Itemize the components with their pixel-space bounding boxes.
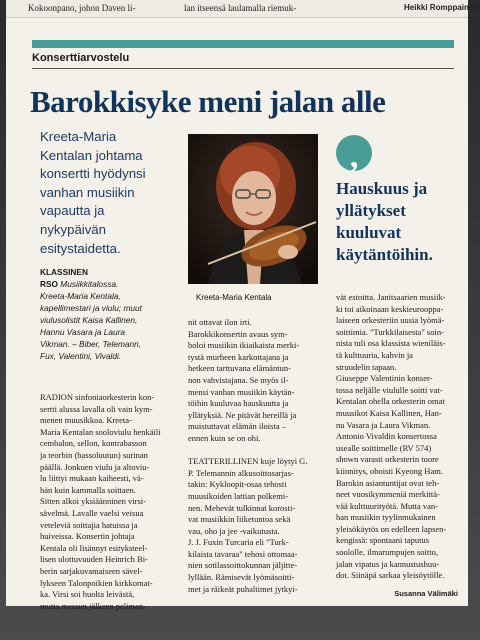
info-label: KLASSINEN — [40, 267, 88, 277]
body-line: jalan vipatus ja kannustushuu- — [336, 558, 440, 569]
body-column-2 — [188, 317, 328, 595]
body-line: dot. Siinäpä sarkaa yleisöytölle. — [336, 570, 445, 581]
strip-left-text: Kokoonpano, johon Daven li- — [28, 3, 136, 13]
article-headline: Barokkisyke meni jalan alle — [30, 84, 386, 119]
body-line: TEATTERILLINEN kuje löytyi G. — [188, 456, 308, 467]
body-line: Kentalan ohella orkesterin omat — [336, 396, 445, 407]
body-line: shown varasti orkesterin tuore — [336, 454, 439, 465]
body-line: met ja räikeät puhaltimet jytkyi- — [188, 583, 298, 594]
concert-info-box — [40, 266, 182, 362]
body-line: nu Vasara ja Laura Vikman. — [336, 419, 431, 430]
portrait-illustration — [188, 134, 318, 284]
body-line: ennen kuin se on ohi. — [188, 432, 261, 443]
body-line: P. Telemannin alkusoittosarjas- — [188, 467, 294, 478]
body-line: muusikoiden lattian polkemi- — [188, 490, 289, 501]
section-rule — [32, 68, 454, 69]
quote-mark-icon: ‚ — [336, 135, 372, 171]
body-line: sävelmä. Lavalle vaelsi veisua — [40, 507, 144, 518]
body-line: hetkeen tarttuvana elämäntun- — [188, 363, 291, 374]
body-line: Giuseppe Valentinin konser- — [336, 373, 433, 384]
info-line: Vikman. – Biber, Telemann, — [40, 339, 142, 349]
lede-line: Kreeta-Maria — [40, 129, 117, 144]
body-line: cembalon, sellon, kontrabasson — [40, 438, 147, 449]
body-line: Kentala oli lisännyt esityksteel- — [40, 542, 148, 553]
body-line: lykseen Talonpoikien kirkkomat- — [40, 577, 153, 588]
lede-line: vanhan musiikin — [40, 184, 135, 200]
info-line: Hannu Vasara ja Laura — [40, 327, 126, 337]
body-line: Sitten alkoi yksiäänninen virsi- — [40, 496, 146, 507]
body-line: Barokin asiantuntijat ovat teh- — [336, 477, 440, 488]
body-line: soololle, ilmarumpujen soitto, — [336, 547, 438, 558]
body-line: vat musiikkin liiketuntoa sekä — [188, 514, 291, 525]
body-line: tä kulttuuria, kahvin ja — [336, 349, 413, 360]
lede-line: nykypäivän — [40, 221, 106, 237]
info-venue: Musiikkitalossa. — [60, 279, 119, 289]
body-line: ja teorbin (bassoluutun) surinan — [40, 449, 148, 460]
body-column-3 — [336, 292, 458, 582]
body-line: han musiikin tyylinmukainen — [336, 512, 436, 523]
pull-quote-line: kuuluvat — [336, 223, 402, 242]
body-line: neet vuosikymmeniä merkittä- — [336, 489, 440, 500]
article-lede — [40, 128, 190, 258]
pull-quote-line: käytäntöihin. — [336, 245, 433, 264]
body-line: kengissä: spontaani taputus — [336, 535, 430, 546]
body-line: yleisökäytös on edelleen lapsen- — [336, 523, 447, 534]
body-line: menen muusikkoa. Kreeta- — [40, 415, 132, 426]
pull-quote-line: Hauskuus ja — [336, 179, 428, 198]
body-line: laiseen orkesteriin uusia lyömä- — [336, 315, 445, 326]
body-line: berin sarjakuvamaiseen sävel- — [40, 565, 143, 576]
section-color-bar — [32, 40, 454, 48]
body-line: yllätyksiä. Ne pitävät hereillä ja — [188, 409, 297, 420]
body-line: päällä. Jonkuen viulu ja altoviu- — [40, 461, 150, 472]
body-line: struudelin tapaan. — [336, 361, 397, 372]
body-line: huiveissa. Konsertin johtaja — [40, 531, 135, 542]
body-line: hän kuin kammalla soittaen. — [40, 484, 136, 495]
body-line: nien sotilassoittokunnan jäljitte- — [188, 560, 298, 571]
lede-line: Kentalan johtama — [40, 147, 143, 163]
body-line: non vahvistajana. Se myös il- — [188, 374, 289, 385]
body-line: boloi musiikin ikiaikaista merki- — [188, 340, 300, 351]
info-line: kapellimestari ja viulu; muut — [40, 303, 142, 313]
info-venue-abbr: RSO — [40, 279, 58, 289]
body-line: ki toi aikoinaan keskieurooppa- — [336, 303, 444, 314]
body-line: J. J. Fuxin Turcaria eli "Turk- — [188, 537, 289, 548]
body-line: soittimia. "Turkkilaisesta" soin- — [336, 326, 444, 337]
body-line: nen. Mehevät tulkinnat korosti- — [188, 502, 296, 513]
body-line: lisen ulottuvuuden Heinrich Bi- — [40, 554, 148, 565]
body-line: tystä murheen karkottajana ja — [188, 351, 289, 362]
newspaper-page — [6, 0, 479, 611]
section-label: Konserttiarvostelu — [32, 52, 130, 64]
body-line: RADION sinfoniaorkesterin kon- — [40, 392, 155, 402]
previous-article-strip — [6, 0, 479, 18]
body-line: kiinnitys, oboisti Kyeong Ham. — [336, 465, 443, 476]
body-line: muusikot Kaisa Kallinen, Han- — [336, 407, 442, 418]
info-line: Fux, Valentini, Vivaldi. — [40, 351, 122, 361]
lede-line: konsertti hyödynsi — [40, 166, 146, 182]
body-line: lyllään. Rämisevät lyömäsoitti- — [188, 572, 295, 583]
body-line: töihin kuuluvaa hauskuutta ja — [188, 398, 289, 409]
body-line: nit ottavat ilon irti. — [188, 317, 252, 327]
body-line: vää kulttuurityötä. Mutta van- — [336, 500, 438, 511]
pull-quote — [336, 178, 466, 266]
body-line: ka. Virsi soi huolta leivästä, — [40, 589, 135, 600]
strip-middle-text: lan itseensä laulamalla riemuk- — [184, 3, 297, 13]
body-column-1 — [40, 392, 182, 612]
pull-quote-line: yllätykset — [336, 201, 406, 220]
body-line: mensi vanhan musiikin käytän- — [188, 386, 295, 397]
photo-caption: Kreeta-Maria Kentala — [196, 293, 272, 302]
info-venue-line — [40, 278, 182, 290]
body-line: kilaista tavaraa" tehosi ottomaa- — [188, 548, 298, 559]
body-line — [188, 445, 328, 457]
body-line: nista tuli osa klassista wieniläis- — [336, 338, 446, 349]
body-line: vau, oho ja jee -vaikutusta. — [188, 525, 280, 536]
body-line: vät estoitta. Janitsaarien musiik- — [336, 292, 446, 302]
body-line: muistuttavat elämän iloista – — [188, 421, 286, 432]
article-signature: Susanna Välimäki — [394, 589, 458, 598]
strip-byline: Heikki Romppainen — [404, 3, 479, 12]
lede-line: esitystaidetta. — [40, 240, 121, 256]
body-line: mutta messun jälkeen peliman- — [40, 600, 146, 611]
info-line: Kreeta-Maria Kentala, — [40, 291, 121, 301]
body-line: Barokkikonsertin avaus sym- — [188, 328, 288, 339]
body-line: lu liittyi mukaan kaiheesti, vä- — [40, 473, 144, 484]
violinist-photo — [188, 134, 318, 284]
body-line: takin: Kykloopit-osaa tehosti — [188, 479, 287, 490]
body-line: Maria Kentalan sooloviulu henkäili — [40, 426, 161, 437]
info-line: viulusolistit Kaisa Kallinen, — [40, 315, 138, 325]
body-line: tossa neljälle viululle soitti vat- — [336, 384, 443, 395]
body-line: Antonio Vivaldin konsertossa — [336, 431, 437, 442]
lede-line: vapautta ja — [40, 203, 105, 219]
body-line: sertti alussa lavalla oli vain kym- — [40, 403, 153, 414]
body-line: veteleviä soittajia hatuissa ja — [40, 519, 138, 530]
body-line: usealle soittimelle (RV 574) — [336, 442, 432, 453]
